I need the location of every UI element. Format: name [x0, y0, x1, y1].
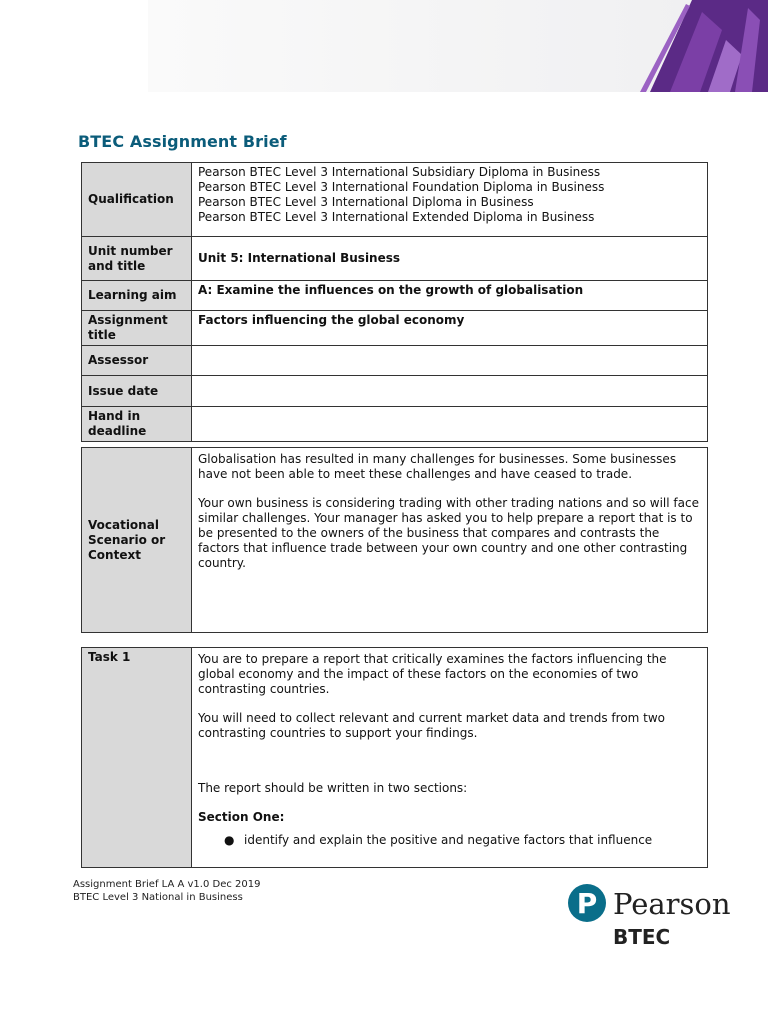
qualification-line: Pearson BTEC Level 3 International Diploma in Business	[198, 195, 534, 209]
task-paragraph: You will need to collect relevant and current market data and trends from two contrasting countries to support your findings.	[198, 711, 666, 740]
footer-line: BTEC Level 3 National in Business	[73, 892, 243, 903]
footer-line: Assignment Brief LA A v1.0 Dec 2019	[73, 879, 261, 890]
unit-label: Unit number and title	[82, 237, 192, 281]
deadline-value	[192, 407, 708, 442]
qualification-line: Pearson BTEC Level 3 International Subsidiary Diploma in Business	[198, 165, 601, 179]
unit-value: Unit 5: International Business	[192, 237, 708, 281]
bullet-text: identify and explain the positive and negative factors that influence	[244, 833, 653, 847]
task-content	[192, 648, 708, 868]
table-row	[82, 448, 708, 633]
table-row	[82, 281, 708, 311]
pearson-btec-logo	[567, 877, 731, 949]
document-title: BTEC Assignment Brief	[78, 132, 287, 151]
task-label: Task 1	[82, 648, 192, 868]
bullet-icon: ●	[224, 833, 235, 847]
qualification-line: Pearson BTEC Level 3 International Extended Diploma in Business	[198, 210, 595, 224]
deadline-label: Hand in deadline	[82, 407, 192, 442]
qualification-value	[192, 163, 708, 237]
assignment-title-value: Factors influencing the global economy	[192, 311, 708, 346]
table-row	[82, 407, 708, 442]
section-heading: Section One:	[198, 810, 285, 824]
task-table	[81, 647, 708, 868]
assessor-value	[192, 346, 708, 376]
scenario-content	[192, 448, 708, 633]
logo-sub-text: BTEC	[613, 925, 671, 949]
table-row	[82, 311, 708, 346]
table-row	[82, 237, 708, 281]
table-row	[82, 163, 708, 237]
logo-brand-text: Pearson	[613, 887, 731, 921]
qualification-line: Pearson BTEC Level 3 International Foundation Diploma in Business	[198, 180, 605, 194]
assessor-label: Assessor	[82, 346, 192, 376]
learning-aim-value: A: Examine the influences on the growth of globalisation	[192, 281, 708, 311]
scenario-table	[81, 447, 708, 633]
table-row	[82, 376, 708, 407]
page-footer	[73, 878, 260, 904]
header-purple-artwork	[630, 0, 768, 92]
assignment-details-table	[81, 162, 708, 442]
learning-aim-label: Learning aim	[82, 281, 192, 311]
list-item	[198, 833, 701, 848]
issue-date-label: Issue date	[82, 376, 192, 407]
scenario-paragraph: Your own business is considering trading with other trading nations and so will face similar challenges. Your manager has asked you to help prepare a report that is to be presented to the owners of the business that compares and contrasts the factors that influence trade between your own country and one other contrasting country.	[198, 496, 699, 570]
table-row	[82, 346, 708, 376]
task-paragraph: The report should be written in two sections:	[198, 781, 468, 795]
task-paragraph: You are to prepare a report that critically examines the factors influencing the global economy and the impact of these factors on the economies of two contrasting countries.	[198, 652, 667, 696]
logo-icon-letter: P	[576, 887, 598, 920]
qualification-label: Qualification	[82, 163, 192, 237]
scenario-paragraph: Globalisation has resulted in many challenges for businesses. Some businesses have not been able to meet these challenges and have ceased to trade.	[198, 452, 677, 481]
table-row	[82, 648, 708, 868]
scenario-label: Vocational Scenario or Context	[82, 448, 192, 633]
issue-date-value	[192, 376, 708, 407]
assignment-title-label: Assignment title	[82, 311, 192, 346]
